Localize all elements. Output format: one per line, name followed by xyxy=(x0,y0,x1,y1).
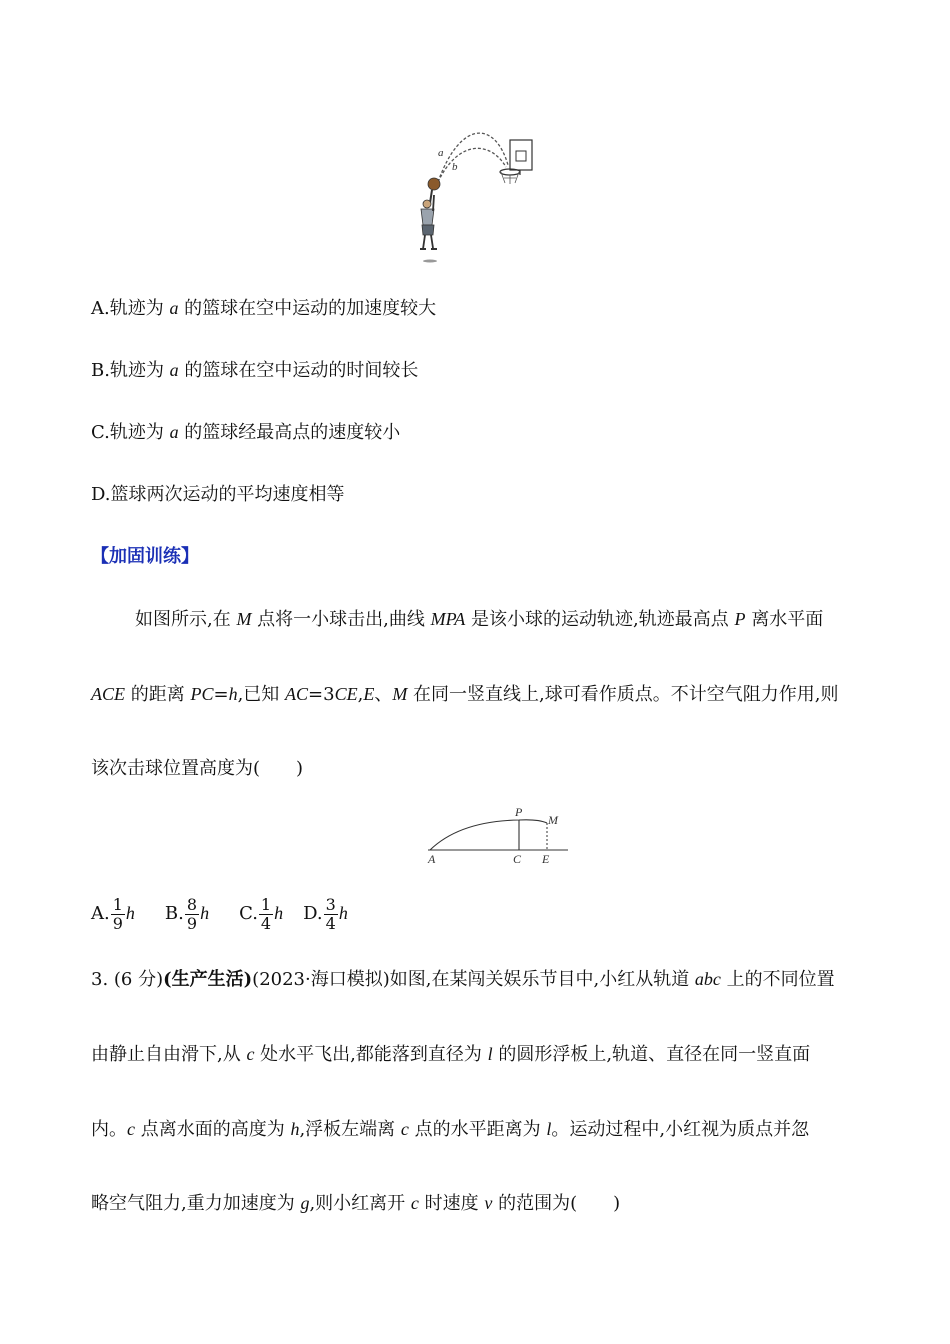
option2-c[interactable]: C. $\frac{1}{4}$ h xyxy=(239,894,284,933)
section-heading: 【加固训练】 xyxy=(91,546,199,567)
label-m: M xyxy=(548,813,558,827)
problem3-line4: 略空气阻力,重力加速度为 g,则小红离开 c 时速度 v 的范围为( ) xyxy=(91,1193,621,1214)
problem3-line2: 由静止自由滑下,从 c 处水平飞出,都能落到直径为 l 的圆形浮板上,轨道、直径在同一竖直面 xyxy=(91,1044,811,1065)
basketball-figure xyxy=(410,125,550,265)
option-b[interactable]: B.轨迹为 a 的篮球在空中运动的时间较长 xyxy=(91,360,419,381)
trajectory-a xyxy=(438,133,508,182)
option2-d[interactable]: D. $\frac{3}{4}$ h xyxy=(303,894,348,933)
ball-icon xyxy=(428,178,440,190)
option-a[interactable]: A.轨迹为 a 的篮球在空中运动的加速度较大 xyxy=(91,298,437,319)
trajectory-b xyxy=(438,148,506,182)
curve-mpa xyxy=(430,820,547,850)
problem2-line2: ACE 的距离 PC=h,已知 AC=3CE,E、M 在同一竖直线上,球可看作质点。不计空气阻力作用,则 xyxy=(91,684,839,705)
label-b: b xyxy=(452,161,458,173)
basketball-hoop-icon xyxy=(500,140,532,184)
problem3-line3: 内。c 点离水面的高度为 h,浮板左端离 c 点的水平距离为 l。运动过程中,小红视为质点并忽 xyxy=(91,1119,810,1140)
label-e: E xyxy=(542,852,550,866)
problem2-line3: 该次击球位置高度为( ) xyxy=(91,758,304,779)
label-p: P xyxy=(515,805,523,819)
trajectory-figure xyxy=(420,805,580,870)
option-d[interactable]: D.篮球两次运动的平均速度相等 xyxy=(91,484,345,505)
player-icon xyxy=(420,178,440,263)
options2 xyxy=(91,893,378,934)
label-a: A xyxy=(428,852,436,866)
label-a: a xyxy=(438,147,444,159)
option-c[interactable]: C.轨迹为 a 的篮球经最高点的速度较小 xyxy=(91,422,401,443)
label-c: C xyxy=(513,852,522,866)
problem3-line1: 3. (6 分)(生产生活)(2023·海口模拟)如图,在某闯关娱乐节目中,小红从轨道 abc 上的不同位置 xyxy=(91,969,835,990)
problem2-line1: 如图所示,在 M 点将一小球击出,曲线 MPA 是该小球的运动轨迹,轨迹最高点 P 离水平面 xyxy=(135,609,824,630)
option2-b[interactable]: B. $\frac{8}{9}$ h xyxy=(164,894,210,933)
option2-a[interactable]: A. $\frac{1}{9}$ h xyxy=(91,894,135,933)
